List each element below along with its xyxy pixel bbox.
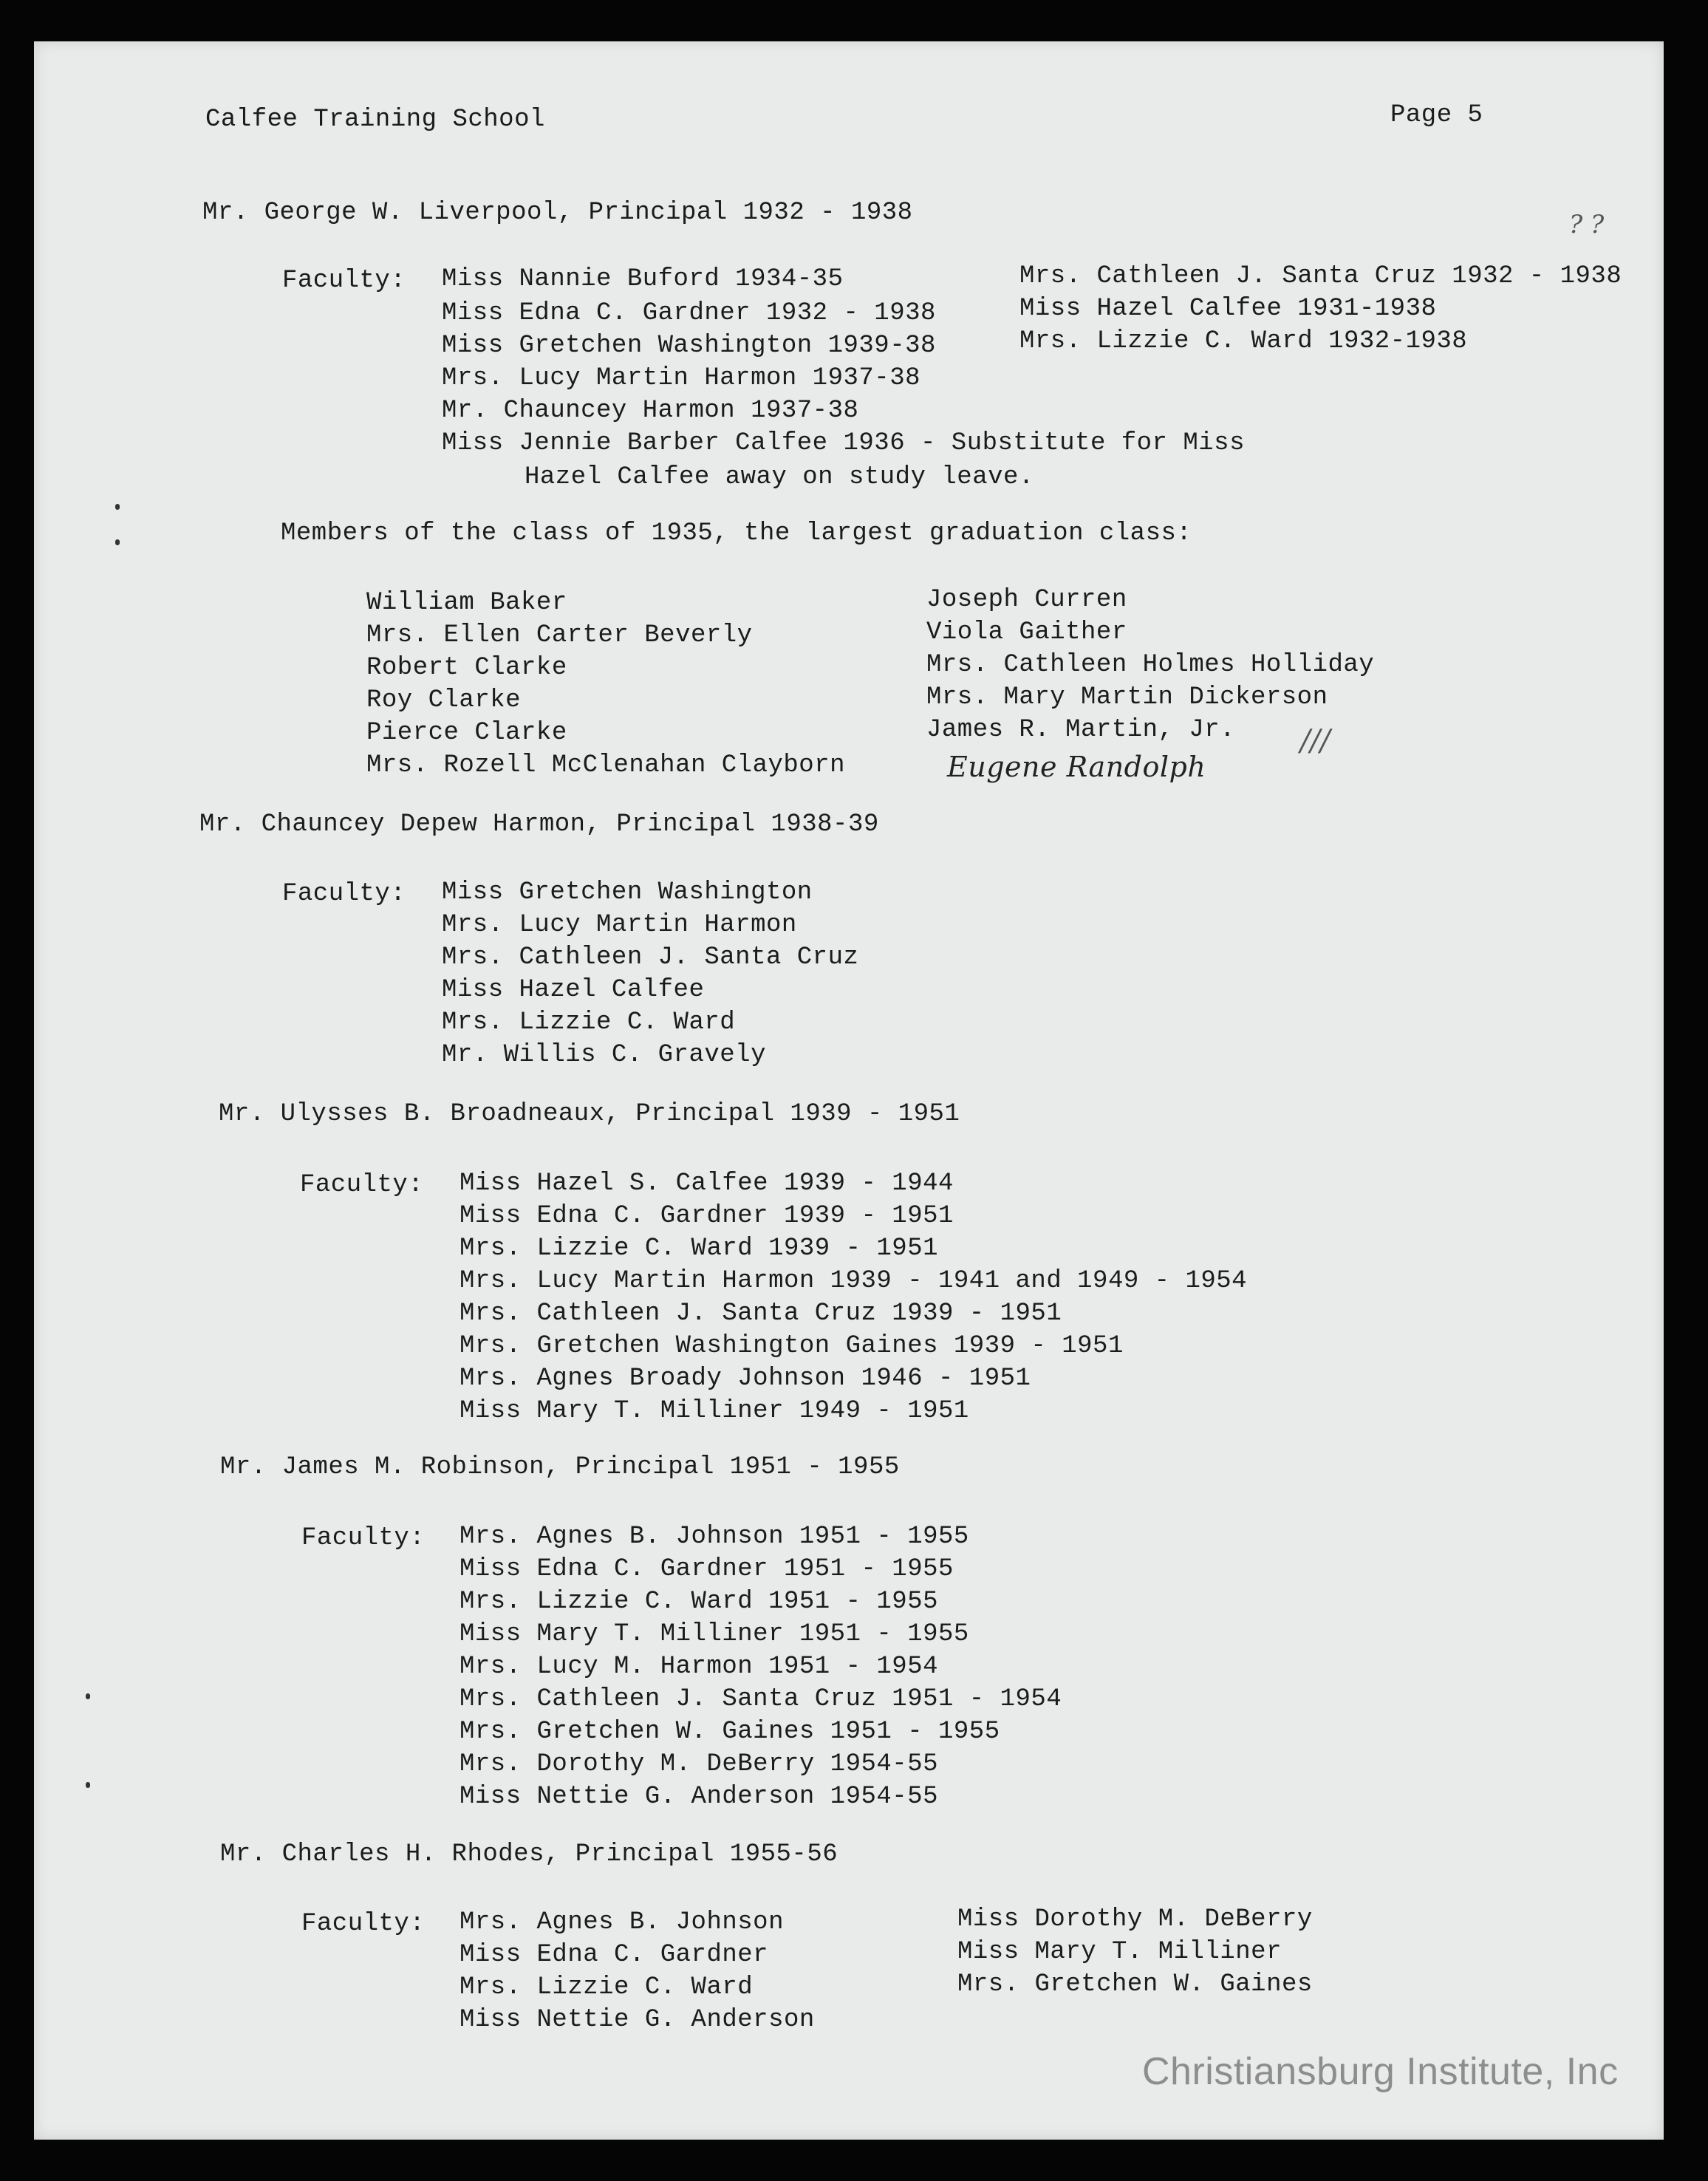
faculty-item: Mrs. Lizzie C. Ward — [442, 1008, 736, 1037]
faculty-item: Miss Mary T. Milliner 1949 - 1951 — [460, 1397, 969, 1425]
paper-speck — [86, 1782, 90, 1788]
faculty-label-1: Faculty: — [282, 267, 406, 295]
class-member: Mrs. Ellen Carter Beverly — [366, 621, 753, 649]
faculty-item: Mrs. Gretchen W. Gaines — [957, 1970, 1313, 1999]
class-member: Robert Clarke — [366, 654, 567, 682]
faculty-item: Miss Edna C. Gardner 1932 - 1938 — [442, 299, 936, 327]
faculty-item: Mrs. Cathleen J. Santa Cruz 1932 - 1938 — [1019, 262, 1622, 290]
class-member: Mrs. Cathleen Holmes Holliday — [926, 651, 1375, 679]
faculty-item: Mrs. Lucy Martin Harmon 1939 - 1941 and 1949 - 1954 — [460, 1267, 1248, 1295]
faculty-item: Mrs. Cathleen J. Santa Cruz 1951 - 1954 — [460, 1685, 1062, 1713]
class-member: Pierce Clarke — [366, 719, 567, 747]
faculty-item: Mr. Willis C. Gravely — [442, 1041, 766, 1069]
faculty-label-2: Faculty: — [282, 880, 406, 908]
faculty-item: Mrs. Agnes B. Johnson 1951 - 1955 — [460, 1523, 969, 1551]
page-number: Page 5 — [1390, 101, 1483, 129]
class-member: Mrs. Rozell McClenahan Clayborn — [366, 751, 846, 779]
class-member: Roy Clarke — [366, 686, 522, 714]
faculty-label-4: Faculty: — [301, 1524, 426, 1552]
faculty-item: Mrs. Lucy Martin Harmon 1937-38 — [442, 364, 921, 392]
paper-speck — [115, 504, 120, 510]
margin-mark: ? ? — [1569, 210, 1605, 239]
school-name: Calfee Training School — [205, 106, 545, 134]
principal-robinson: Mr. James M. Robinson, Principal 1951 - 1955 — [220, 1453, 900, 1481]
faculty-item: Mr. Chauncey Harmon 1937-38 — [442, 397, 859, 425]
class-member: Viola Gaither — [926, 618, 1127, 646]
faculty-item: Hazel Calfee away on study leave. — [525, 463, 1034, 491]
faculty-item: Miss Edna C. Gardner — [460, 1941, 769, 1969]
faculty-item: Mrs. Lizzie C. Ward — [460, 1973, 754, 2001]
faculty-item: Miss Nettie G. Anderson 1954-55 — [460, 1783, 939, 1811]
faculty-item: Miss Dorothy M. DeBerry — [957, 1905, 1313, 1933]
faculty-item: Mrs. Lizzie C. Ward 1932-1938 — [1019, 327, 1468, 355]
faculty-item: Mrs. Lizzie C. Ward 1939 - 1951 — [460, 1235, 939, 1263]
class-member: William Baker — [366, 589, 567, 617]
faculty-item: Miss Edna C. Gardner 1939 - 1951 — [460, 1202, 954, 1230]
faculty-item: Miss Mary T. Milliner — [957, 1938, 1282, 1966]
faculty-item: Miss Mary T. Milliner 1951 - 1955 — [460, 1620, 969, 1648]
faculty-label-5: Faculty: — [301, 1910, 426, 1938]
margin-mark: /// — [1300, 724, 1330, 758]
paper-speck — [115, 539, 120, 545]
faculty-item: Mrs. Cathleen J. Santa Cruz 1939 - 1951 — [460, 1300, 1062, 1328]
faculty-item: Mrs. Agnes Broady Johnson 1946 - 1951 — [460, 1365, 1031, 1393]
principal-broadneaux: Mr. Ulysses B. Broadneaux, Principal 1939 - 1951 — [219, 1100, 960, 1128]
faculty-item: Mrs. Dorothy M. DeBerry 1954-55 — [460, 1750, 939, 1778]
faculty-item: Miss Hazel Calfee 1931-1938 — [1019, 295, 1437, 323]
paper-speck — [86, 1693, 90, 1699]
class-heading: Members of the class of 1935, the largest graduation class: — [281, 519, 1192, 547]
class-member: James R. Martin, Jr. — [926, 716, 1236, 744]
principal-liverpool: Mr. George W. Liverpool, Principal 1932 - 1938 — [202, 199, 913, 227]
faculty-item: Mrs. Lizzie C. Ward 1951 - 1955 — [460, 1588, 939, 1616]
document-page — [34, 41, 1664, 2140]
handwritten-name: Eugene Randolph — [947, 751, 1206, 783]
faculty-item: Miss Gretchen Washington 1939-38 — [442, 332, 936, 360]
faculty-item: Mrs. Agnes B. Johnson — [460, 1908, 784, 1936]
faculty-item: Mrs. Cathleen J. Santa Cruz — [442, 943, 859, 972]
class-member: Mrs. Mary Martin Dickerson — [926, 683, 1328, 711]
faculty-item: Miss Edna C. Gardner 1951 - 1955 — [460, 1555, 954, 1583]
faculty-item: Miss Hazel S. Calfee 1939 - 1944 — [460, 1170, 954, 1198]
faculty-item: Mrs. Lucy M. Harmon 1951 - 1954 — [460, 1653, 939, 1681]
faculty-item: Mrs. Gretchen Washington Gaines 1939 - 1951 — [460, 1332, 1124, 1360]
class-member: Joseph Curren — [926, 586, 1127, 614]
faculty-item: Mrs. Lucy Martin Harmon — [442, 911, 797, 939]
faculty-item: Mrs. Gretchen W. Gaines 1951 - 1955 — [460, 1718, 1000, 1746]
faculty-item: Miss Hazel Calfee — [442, 976, 705, 1004]
watermark: Christiansburg Institute, Inc — [1142, 2050, 1619, 2093]
faculty-item: Miss Jennie Barber Calfee 1936 - Substitute for Miss — [442, 429, 1245, 457]
principal-harmon: Mr. Chauncey Depew Harmon, Principal 1938-39 — [199, 810, 879, 839]
faculty-item: Miss Gretchen Washington — [442, 878, 813, 907]
faculty-item: Miss Nannie Buford 1934-35 — [442, 265, 844, 293]
principal-rhodes: Mr. Charles H. Rhodes, Principal 1955-56 — [220, 1840, 838, 1868]
faculty-item: Miss Nettie G. Anderson — [460, 2006, 815, 2034]
faculty-label-3: Faculty: — [300, 1171, 424, 1199]
